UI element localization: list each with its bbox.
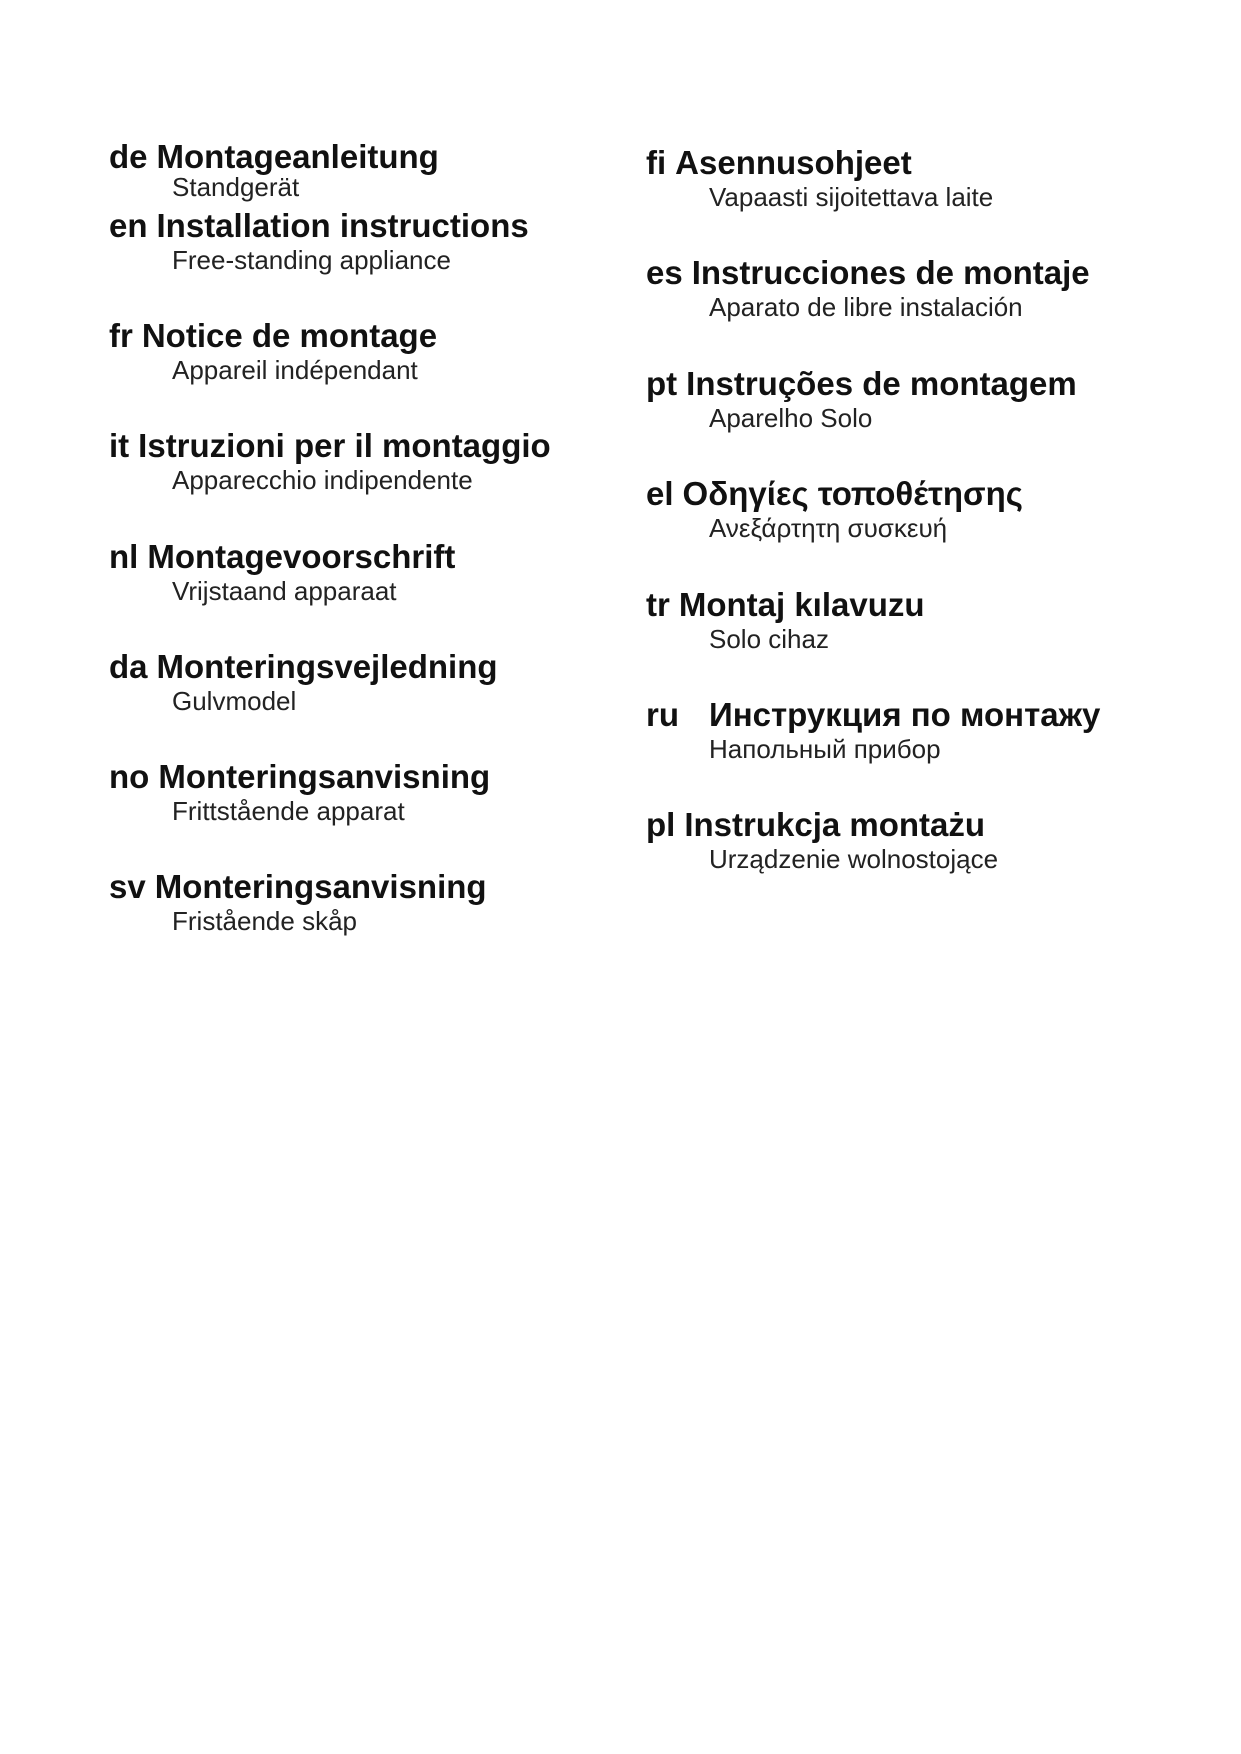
entry-en: [109, 207, 529, 275]
entry-title: [109, 538, 455, 576]
language-code: it: [109, 427, 130, 464]
title-text: Monteringsvejledning: [156, 648, 498, 685]
entry-ru: [646, 696, 1100, 764]
title-text: Montageanleitung: [156, 138, 439, 175]
language-code: fr: [109, 317, 133, 354]
entry-title: [646, 696, 1100, 734]
language-code: pt: [646, 365, 678, 402]
title-text: Notice de montage: [141, 317, 438, 354]
entry-title: [109, 207, 529, 245]
entry-title: [109, 317, 437, 355]
entry-subtitle: Urządzenie wolnostojące: [709, 844, 999, 874]
entry-fr: [109, 317, 437, 385]
entry-pt: [646, 365, 1077, 433]
title-text: Monteringsanvisning: [154, 868, 487, 905]
entry-sv: [109, 868, 487, 936]
title-text: Istruzioni per il montaggio: [138, 427, 551, 464]
entry-subtitle: Aparato de libre instalación: [709, 292, 1023, 322]
title-text: Montaj kılavuzu: [678, 586, 925, 623]
language-code: sv: [109, 868, 146, 905]
title-text: Инструкция по монтажу: [709, 696, 1101, 733]
entry-subtitle: Solo cihaz: [709, 624, 829, 654]
entry-title: [646, 254, 1090, 292]
entry-subtitle: Vapaasti sijoitettava laite: [709, 182, 994, 212]
language-code: pl: [646, 806, 676, 843]
entry-subtitle: Gulvmodel: [172, 686, 297, 716]
entry-de: [109, 138, 439, 202]
title-text: Installation instructions: [156, 207, 529, 244]
entry-title: [109, 868, 487, 906]
language-code: ru: [646, 696, 679, 733]
title-text: Asennusohjeet: [675, 144, 912, 181]
language-code: da: [109, 648, 148, 685]
entry-subtitle: Appareil indépendant: [172, 355, 418, 385]
entry-title: [646, 806, 998, 844]
entry-nl: [109, 538, 455, 606]
title-text: Οδηγίες τοποθέτησης: [682, 475, 1023, 512]
entry-tr: [646, 586, 925, 654]
language-code: es: [646, 254, 683, 291]
entry-es: [646, 254, 1090, 322]
entry-subtitle: Напольный прибор: [709, 734, 941, 764]
entry-subtitle: Standgerät: [172, 172, 300, 202]
entry-fi: [646, 144, 993, 212]
entry-title: [646, 365, 1077, 403]
entry-subtitle: Vrijstaand apparaat: [172, 576, 397, 606]
title-text: Instrucciones de montaje: [691, 254, 1090, 291]
title-text: Monteringsanvisning: [158, 758, 491, 795]
language-code: el: [646, 475, 674, 512]
title-text: Instrukcja montażu: [684, 806, 986, 843]
entry-title: [109, 427, 551, 465]
language-code: en: [109, 207, 148, 244]
entry-subtitle: Free-standing appliance: [172, 245, 451, 275]
entry-el: [646, 475, 1023, 543]
language-code: nl: [109, 538, 139, 575]
entry-subtitle: Aparelho Solo: [709, 403, 873, 433]
entry-da: [109, 648, 498, 716]
entry-no: [109, 758, 490, 826]
title-text: Montagevoorschrift: [147, 538, 456, 575]
entry-it: [109, 427, 551, 495]
language-code: tr: [646, 586, 670, 623]
entry-subtitle: Apparecchio indipendente: [172, 465, 473, 495]
language-code: fi: [646, 144, 667, 181]
entry-pl: [646, 806, 998, 874]
entry-subtitle: Ανεξάρτητη συσκευή: [709, 513, 948, 543]
entry-title: [646, 144, 993, 182]
entry-title: [109, 138, 439, 176]
entry-title: [109, 648, 498, 686]
entry-subtitle: Frittstående apparat: [172, 796, 405, 826]
language-code: de: [109, 138, 148, 175]
language-code: no: [109, 758, 150, 795]
entry-subtitle: Fristående skåp: [172, 906, 357, 936]
title-text: Instruções de montagem: [686, 365, 1077, 402]
entry-title: [646, 586, 925, 624]
entry-title: [646, 475, 1023, 513]
entry-title: [109, 758, 490, 796]
